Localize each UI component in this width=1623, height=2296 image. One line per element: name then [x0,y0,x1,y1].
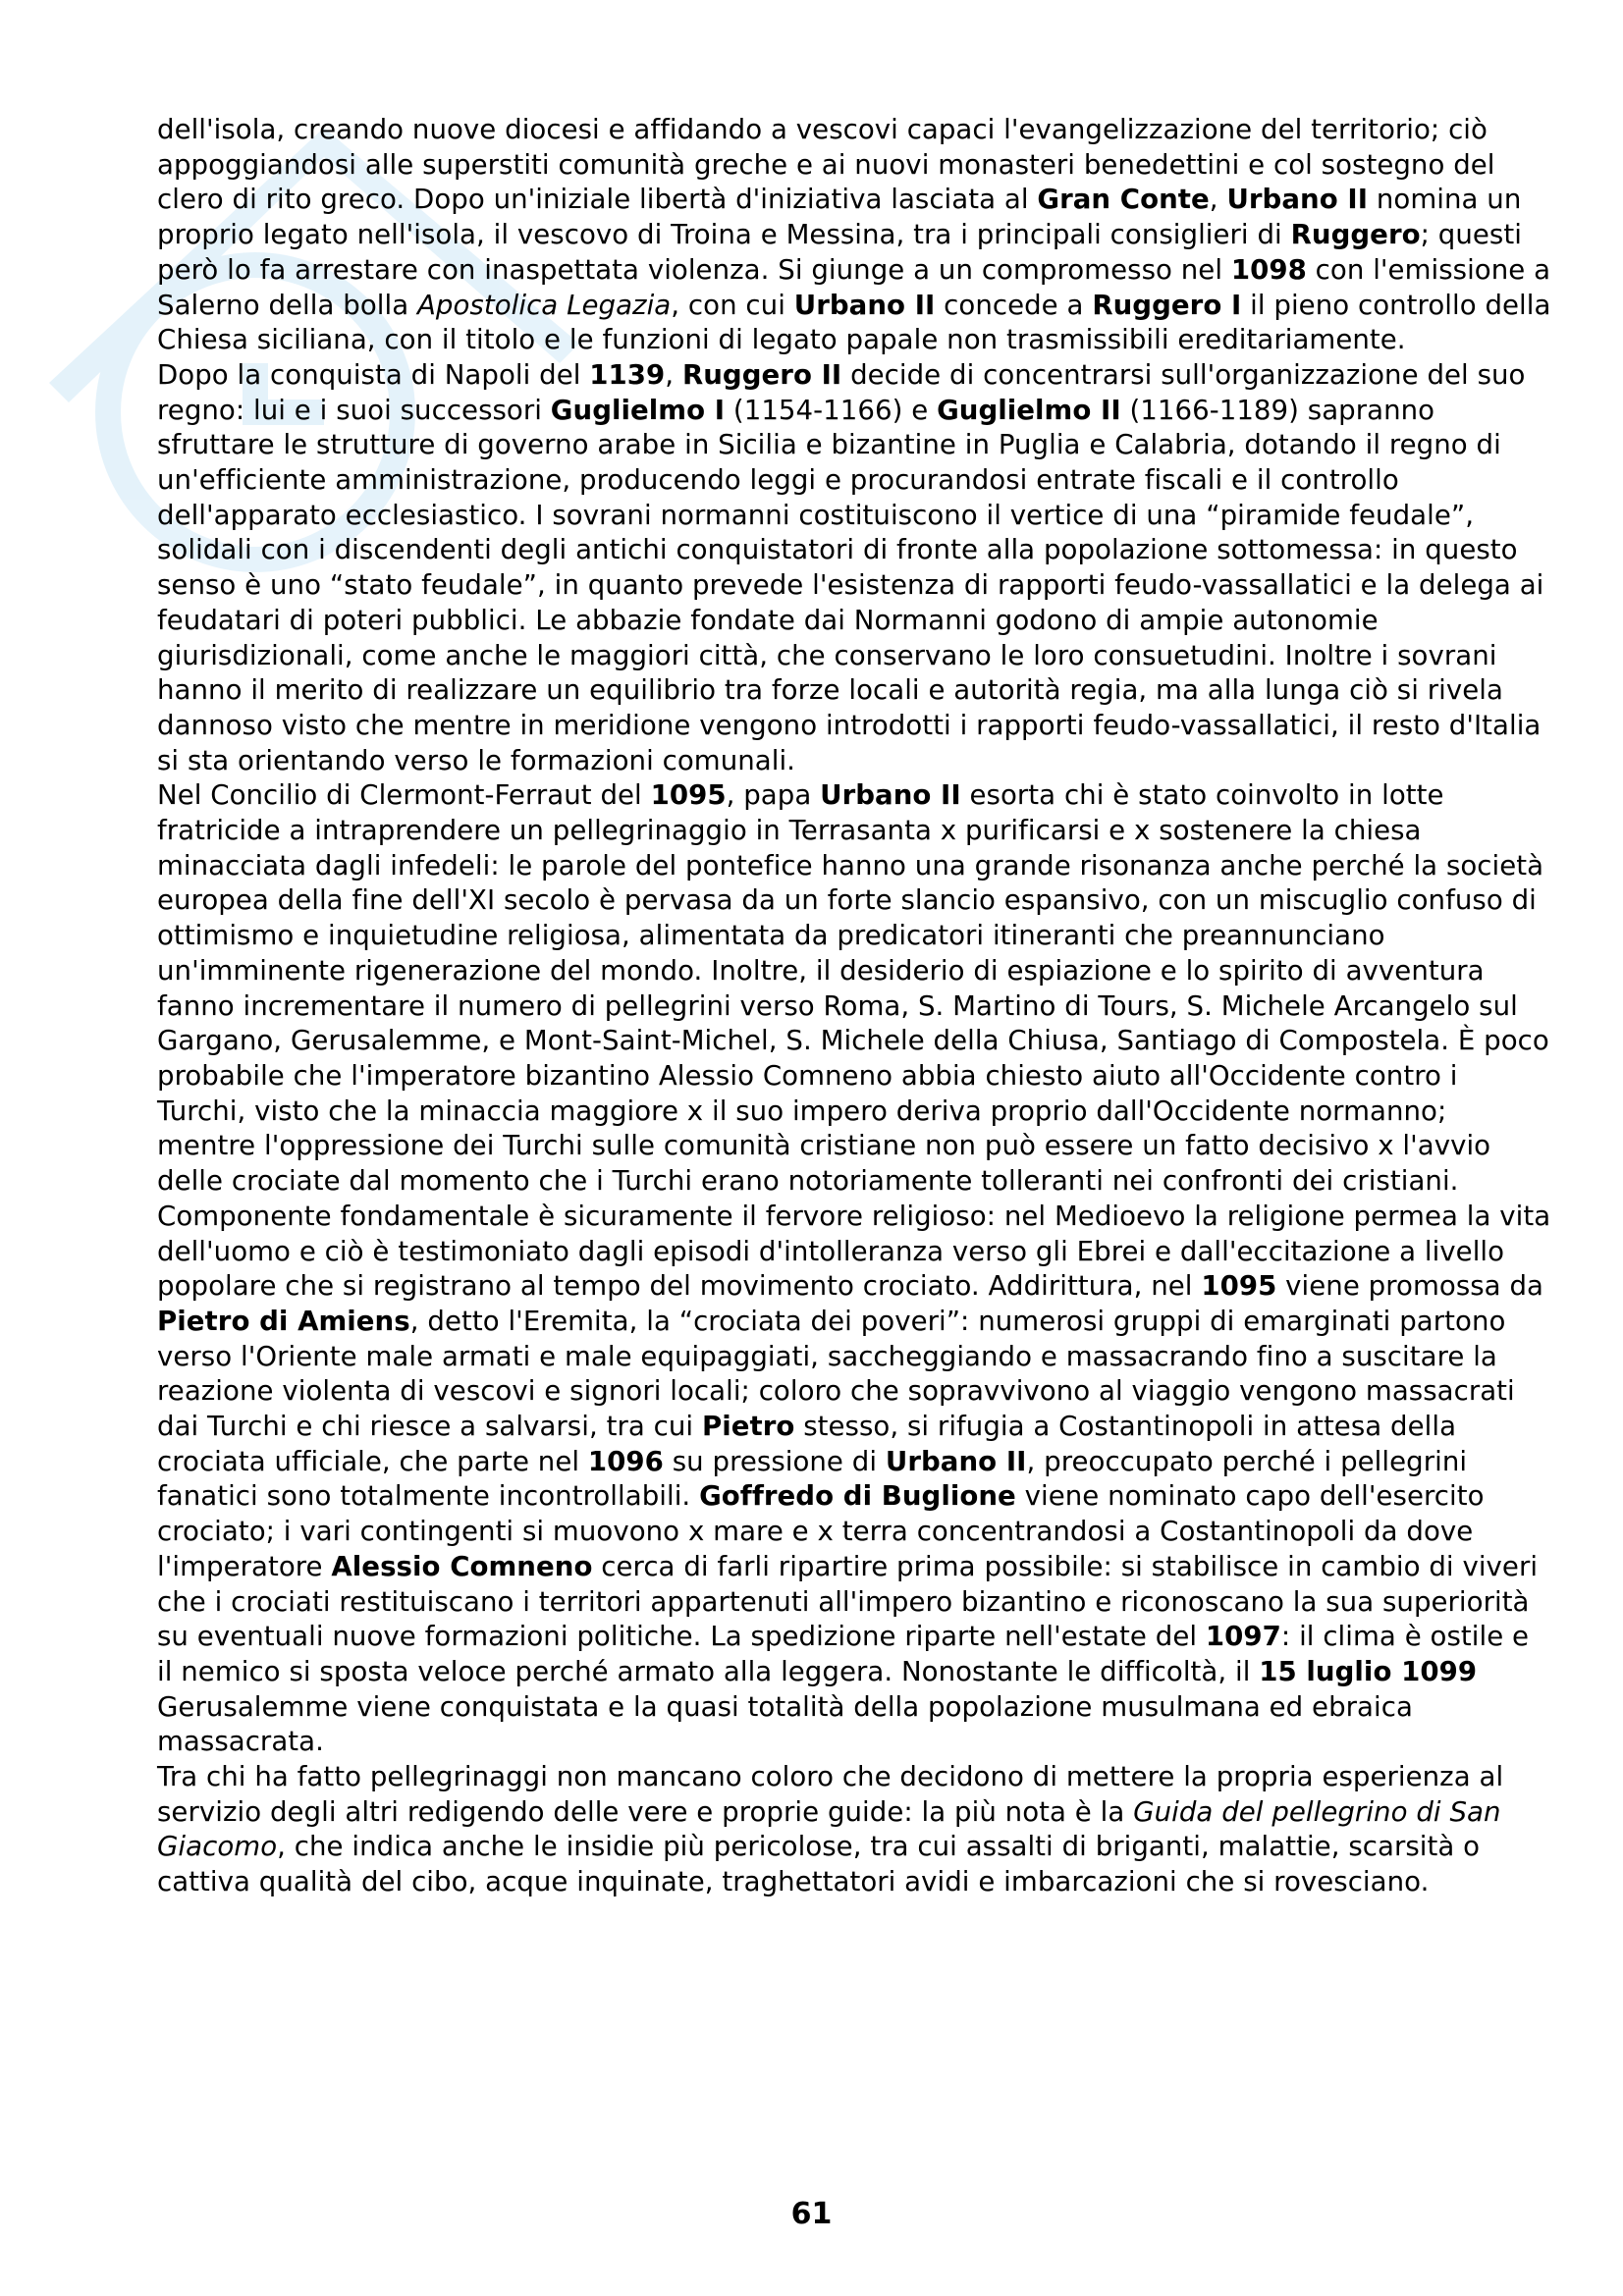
emphasis-bold: 1095 [650,778,727,812]
emphasis-bold: 1098 [1230,252,1307,286]
text-run: viene promossa da [1276,1269,1543,1303]
text-run: nomina un proprio legato nell'isola, il vescovo di Troina e Messina, tra i principali consiglieri di [157,183,1522,251]
emphasis-bold: Guglielmo II [937,393,1121,426]
emphasis-italic: Guida del pellegrino di San Giacomo [157,1794,1501,1863]
emphasis-bold: Pietro di Amiens [157,1304,410,1337]
emphasis-bold: Pietro [701,1410,795,1443]
emphasis-bold: 1095 [1201,1269,1277,1303]
emphasis-bold: Gran Conte [1037,183,1210,216]
text-run: ; questi però lo fa arrestare con inaspettata violenza. Si giunge a un compromesso nel [157,218,1522,286]
document-page [157,112,1551,1899]
text-run: , con cui [671,288,794,321]
emphasis-bold: Ruggero II [681,357,842,391]
emphasis-bold: Ruggero I [1092,288,1242,321]
paragraph-4 [157,1759,1551,1899]
text-run: esorta chi è stato coinvolto in lotte fratricide a intraprendere un pellegrinaggio in Terrasanta x purificarsi e x sostenere la chiesa minacciata dagli infedeli: le parole del pontefice hanno una grande risonanza anche perché la società europea della fine dell'XI secolo è pervasa da un forte slancio espansivo, con un miscuglio confuso di ottimismo e inquietudine religiosa, alimentata da predicatori itineranti che preannunciano un'imminente rigenerazione del mondo. Inoltre, il desiderio di espiazione e lo spirito di avventura fanno incrementare il numero di pellegrini verso Roma, S. Martino di Tours, S. Michele Arcangelo sul Gargano, Gerusalemme, e Mont-Saint-Michel, S. Michele della Chiusa, Santiago di Compostela. È poco probabile che l'imperatore bizantino Alessio Comneno abbia chiesto aiuto all'Occidente contro i Turchi, visto che la minaccia maggiore x il suo impero deriva proprio dall'Occidente normanno; mentre l'oppressione dei Turchi sulle comunità cristiane non può essere un fatto decisivo x l'avvio delle crociate dal momento che i Turchi erano notoriamente tolleranti nei confronti dei cristiani. Componente fondamentale è sicuramente il fervore religioso: nel Medioevo la religione permea la vita dell'uomo e ciò è testimoniato dagli episodi d'intolleranza verso gli Ebrei e dall'eccitazione a livello popolare che si registrano al tempo del movimento crociato. Addirittura, nel [157,778,1551,1303]
text-run: , detto l'Eremita, la “crociata dei poveri”: numerosi gruppi di emarginati partono verso l'Oriente male armati e male equipaggiati, saccheggiando e massacrando fino a suscitare la reazione violenta di vescovi e signori locali; coloro che sopravvivono al viaggio vengono massacrati dai Turchi e chi riesce a salvarsi, tra cui [157,1304,1515,1443]
page-number: 61 [790,2197,833,2231]
emphasis-bold: Urbano II [793,288,936,321]
text-run: , papa [726,778,821,812]
text-run: , [1209,183,1227,216]
text-run: decide di concentrarsi sull'organizzazione del suo regno: lui e i suoi successori [157,357,1526,426]
text-run: concede a [935,288,1093,321]
text-run: su pressione di [663,1444,886,1477]
text-run: Tra chi ha fatto pellegrinaggi non mancano coloro che decidono di mettere la propria esperienza al servizio degli altri redigendo delle vere e proprie guide: la più nota è la [157,1760,1504,1828]
paragraph-1 [157,112,1551,357]
emphasis-bold: Urbano II [1226,183,1369,216]
emphasis-bold: Urbano II [885,1444,1027,1477]
emphasis-bold: Goffredo di Buglione [699,1479,1016,1513]
paragraph-3 [157,777,1551,1759]
text-run: Nel Concilio di Clermont-Ferraut del [157,778,651,812]
text-run: dell'isola, creando nuove diocesi e affidando a vescovi capaci l'evangelizzazione del territorio; ciò appoggiandosi alle superstiti comunità greche e ai nuovi monasteri benedettini e col sostegno del clero di rito greco. Dopo un'iniziale libertà d'iniziativa lasciata al [157,113,1495,216]
text-run: Gerusalemme viene conquistata e la quasi totalità della popolazione musulmana ed ebraica massacrata. [157,1689,1413,1758]
text-run: (1154-1166) e [725,393,938,426]
text-run: cerca di farli ripartire prima possibile: si stabilisce in cambio di viveri che i crociati restituiscano i territori appartenuti all'impero bizantino e riconoscano la sua superiorità su eventuali nuove formazioni politiche. La spedizione riparte nell'estate del [157,1549,1539,1653]
text-run: viene nominato capo dell'esercito crociato; i vari contingenti si muovono x mare e x terra concentrandosi a Costantinopoli da dove l'imperatore [157,1479,1485,1582]
emphasis-bold: 15 luglio 1099 [1259,1654,1478,1687]
text-run: Dopo la conquista di Napoli del [157,357,590,391]
emphasis-bold: 1097 [1205,1620,1281,1653]
emphasis-bold: Guglielmo I [550,393,726,426]
text-run: con l'emissione a Salerno della bolla [157,252,1551,321]
emphasis-bold: 1096 [587,1444,664,1477]
text-run: stesso, si rifugia a Costantinopoli in attesa della crociata ufficiale, che parte nel [157,1410,1457,1477]
text-run: il pieno controllo della Chiesa siciliana, con il titolo e le funzioni di legato papale non trasmissibili ereditariamente. [157,288,1551,356]
emphasis-bold: Ruggero [1290,218,1421,251]
emphasis-bold: Urbano II [820,778,961,812]
text-run: , preoccupato perché i pellegrini fanatici sono totalmente incontrollabili. [157,1444,1468,1513]
text-run: , che indica anche le insidie più pericolose, tra cui assalti di briganti, malattie, scarsità o cattiva qualità del cibo, acque inquinate, traghettatori avidi e imbarcazioni che si rovesciano. [157,1830,1481,1898]
emphasis-bold: 1139 [589,357,666,391]
text-run: (1166-1189) sapranno sfruttare le strutture di governo arabe in Sicilia e bizantine in Puglia e Calabria, dotando il regno di un'efficiente amministrazione, producendo leggi e procurandosi entrate fiscali e il controllo dell'apparato ecclesiastico. I sovrani normanni costituiscono il vertice di una “piramide feudale”, solidali con i discendenti degli antichi conquistatori di fronte alla popolazione sottomessa: in questo senso è uno “stato feudale”, in quanto prevede l'esistenza di rapporti feudo-vassallatici e la delega ai feudatari di poteri pubblici. Le abbazie fondate dai Normanni godono di ampie autonomie giurisdizionali, come anche le maggiori città, che conservano le loro consuetudini. Inoltre i sovrani hanno il merito di realizzare un equilibrio tra forze locali e autorità regia, ma alla lunga ciò si rivela dannoso visto che mentre in meridione vengono introdotti i rapporti feudo-vassallatici, il resto d'Italia si sta orientando verso le formazioni comunali. [157,393,1544,776]
text-run: , [665,357,682,391]
emphasis-bold: Alessio Comneno [331,1549,593,1582]
paragraph-2 [157,357,1551,777]
text-run: : il clima è ostile e il nemico si sposta veloce perché armato alla leggera. Nonostante le difficoltà, il [157,1620,1530,1687]
emphasis-italic: Apostolica Legazia [417,288,672,321]
